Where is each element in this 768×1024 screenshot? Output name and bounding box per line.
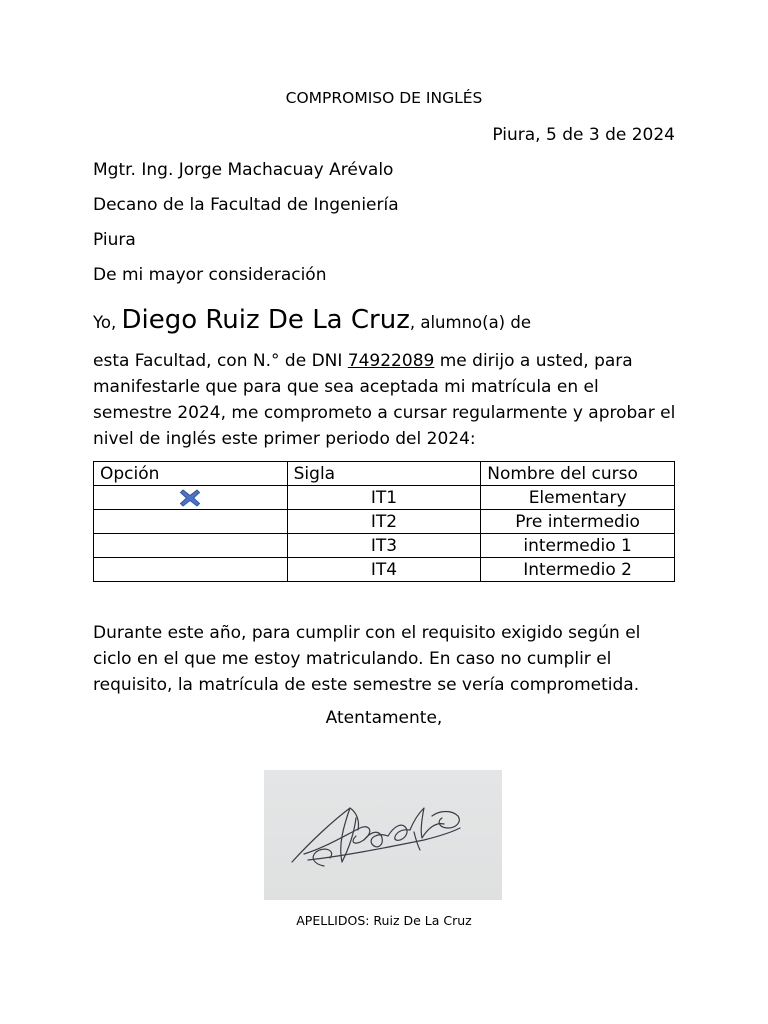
table-row xyxy=(94,534,675,558)
header-option: Opción xyxy=(94,462,288,486)
x-mark-icon xyxy=(179,488,201,508)
course-name-cell: intermedio 1 xyxy=(481,534,675,558)
sigla-cell: IT4 xyxy=(287,558,481,582)
intro-suffix: , alumno(a) de xyxy=(409,313,531,332)
header-course-name: Nombre del curso xyxy=(481,462,675,486)
sigla-cell: IT2 xyxy=(287,510,481,534)
document-title: COMPROMISO DE INGLÉS xyxy=(285,89,483,107)
course-name-cell: Intermedio 2 xyxy=(481,558,675,582)
course-name-cell: Elementary xyxy=(481,486,675,510)
option-cell[interactable] xyxy=(94,510,288,534)
course-name-cell: Pre intermedio xyxy=(481,510,675,534)
closing-line: Atentamente, xyxy=(325,708,443,728)
paragraph1-part1: esta Facultad, con N.° de DNI xyxy=(93,351,348,371)
addressee-city: Piura xyxy=(93,230,136,250)
signature-label: APELLIDOS: Ruiz De La Cruz xyxy=(296,913,472,928)
option-cell[interactable] xyxy=(94,534,288,558)
signature-image xyxy=(264,770,502,900)
header-sigla: Sigla xyxy=(287,462,481,486)
addressee-name: Mgtr. Ing. Jorge Machacuay Arévalo xyxy=(93,160,394,180)
dni-number: 74922089 xyxy=(347,351,435,371)
table-header-row xyxy=(94,462,675,486)
intro-prefix: Yo, xyxy=(93,313,122,332)
requirement-paragraph: Durante este año, para cumplir con el requisito exigido según el ciclo en el que me estoy matriculando. En caso no cumplir el requisito, la matrícula de este semestre se vería comprometida. xyxy=(93,623,641,695)
table-row xyxy=(94,510,675,534)
student-intro xyxy=(93,302,531,341)
table-row xyxy=(94,558,675,582)
paragraph1-part2: me dirijo a usted, para manifestarle que para que sea aceptada mi matrícula en el semestre 2024, me comprometo a cursar regularmente y aprobar el nivel de inglés este primer periodo del 2024: xyxy=(93,351,676,449)
course-table xyxy=(93,461,675,582)
addressee-title: Decano de la Facultad de Ingeniería xyxy=(93,195,399,215)
commitment-paragraph xyxy=(93,348,683,452)
student-name: Diego Ruiz De La Cruz xyxy=(121,305,410,335)
sigla-cell: IT1 xyxy=(287,486,481,510)
sigla-cell: IT3 xyxy=(287,534,481,558)
salutation: De mi mayor consideración xyxy=(93,265,327,285)
table-row xyxy=(94,486,675,510)
signature-scribble xyxy=(264,770,502,900)
option-cell[interactable] xyxy=(94,486,288,510)
date-line: Piura, 5 de 3 de 2024 xyxy=(492,125,675,145)
option-cell[interactable] xyxy=(94,558,288,582)
